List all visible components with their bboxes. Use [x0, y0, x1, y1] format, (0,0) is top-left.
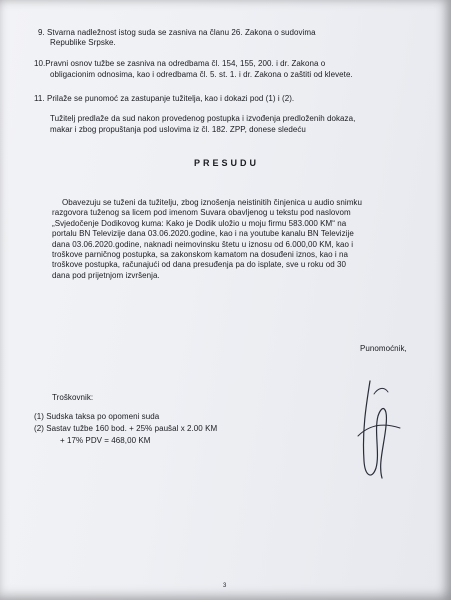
verdict-line-2: razgovora tuženog sa licem pod imenom Suvara obavljenog u tekstu pod naslovom — [52, 208, 351, 217]
item-10-line-1: 10.Pravni osnov tužbe se zasniva na odredbama čl. 154, 155, 200. i dr. Zakona o — [34, 59, 326, 68]
verdict-line-7: troškove postupka, računajući od dana presuđenja pa do isplate, sve u roku od 30 — [52, 260, 346, 269]
costs-line-3: + 17% PDV = 468,00 KM — [60, 436, 151, 445]
verdict-line-6: troškove parničnog postupka, sa zakonskom kamatom na dosuđeni iznos, kao i na — [52, 250, 349, 259]
item-10-line-2: obligacionim odnosima, kao i odredbama čl. 5. st. 1. i dr. Zakona o zaštiti od klevete. — [50, 70, 353, 79]
verdict-line-4: portalu BN Televizije dana 03.06.2020.godine, kao i na youtube kanalu BN Televizije — [52, 229, 354, 238]
verdict-line-3: „Svjedočenje Dodikovog kuma: Kako je Dodik uložio u moju firmu 583.000 KM“ na — [52, 219, 347, 228]
signature-label: Punomoćnik, — [360, 344, 407, 353]
handwritten-signature — [348, 376, 408, 486]
costs-line-1: (1) Sudska taksa po opomeni suda — [34, 412, 160, 421]
verdict-line-8: dana pod prijetnjom izvršenja. — [52, 271, 160, 280]
item-11-line-1: 11. Prilaže se punomoć za zastupanje tužitelja, kao i dokazi pod (1) i (2). — [34, 94, 295, 103]
costs-line-2: (2) Sastav tužbe 160 bod. + 25% paušal x 2.00 KM — [34, 424, 218, 433]
request-line-2: makar i zbog propuštanja pod uslovima iz čl. 182. ZPP, donese sledeću — [50, 125, 306, 134]
item-9-line-2: Republike Srpske. — [50, 38, 116, 47]
item-9-line-1: 9. Stvarna nadležnost istog suda se zasniva na članu 26. Zakona o sudovima — [38, 28, 316, 37]
verdict-line-1: Obavezuju se tuženi da tužitelju, zbog iznošenja neistinitih činjenica u audio snimku — [62, 198, 362, 207]
verdict-title: PRESUDU — [194, 158, 260, 168]
costs-heading: Troškovnik: — [52, 393, 94, 402]
page-number: 3 — [223, 583, 227, 589]
verdict-line-5: dana 03.06.2020.godine, naknadi neimovinsku štetu u iznosu od 6.000,00 KM, kao i — [52, 240, 354, 249]
request-line-1: Tužitelj predlaže da sud nakon provedenog postupka i izvođenja predloženih dokaza, — [50, 114, 356, 123]
